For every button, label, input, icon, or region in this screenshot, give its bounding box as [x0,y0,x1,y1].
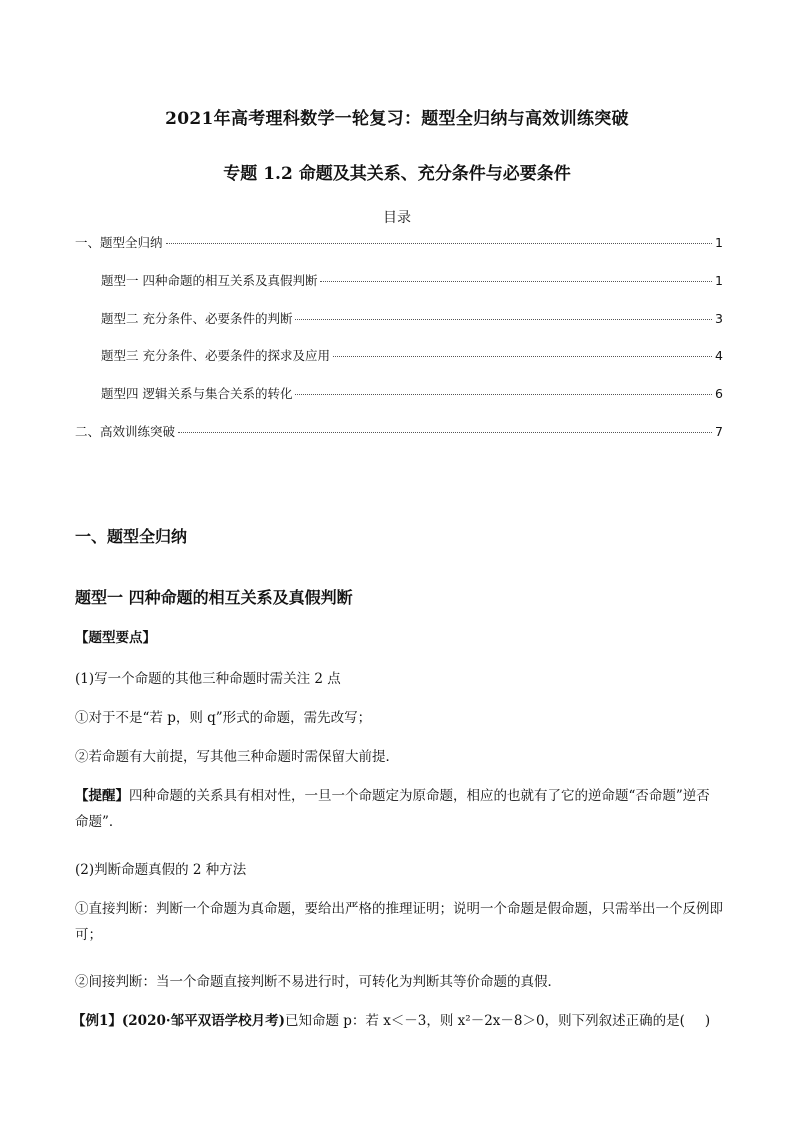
reminder-paragraph [75,783,723,835]
point-1-b: ②若命题有大前提，写其他三种命题时需保留大前提． [75,749,399,765]
example-1 [72,1008,732,1034]
toc-leader-dots [333,356,712,357]
toc-entry-label: 题型二 充分条件、必要条件的判断 [101,311,293,326]
toc-entry[interactable] [101,309,723,327]
example-text: 已知命题 p：若 x＜－3，则 x²－2x－8＞0，则下列叙述正确的是( [284,1013,685,1029]
key-points-label: 【题型要点】 [75,630,156,646]
toc-entry[interactable] [101,384,723,402]
point-1-a: ①对于不是“若 p，则 q”形式的命题，需先改写； [75,710,372,726]
toc-entry-page: 7 [715,424,723,439]
toc-leader-dots [166,243,713,244]
toc-entry-label: 题型三 充分条件、必要条件的探求及应用 [101,348,330,363]
toc-leader-dots [178,432,712,433]
reminder-label: 【提醒】 [75,788,129,804]
example-source: (2020·邹平双语学校月考) [121,1013,285,1029]
point-2-a: ①直接判断：判断一个命题为真命题，要给出严格的推理证明；说明一个命题是假命题，只需举出一个反例即可； [75,901,723,943]
toc-entry-page: 3 [715,311,723,326]
toc-entry-page: 4 [715,348,723,363]
toc-entry-page: 6 [715,386,723,401]
toc-entry-label: 题型四 逻辑关系与集合关系的转化 [101,386,293,401]
point-1: (1)写一个命题的其他三种命题时需关注 2 点 [75,671,341,687]
point-2: (2)判断命题真假的 2 种方法 [75,862,247,878]
example-close: ) [704,1013,711,1029]
toc-entry-page: 1 [715,235,723,250]
toc-heading: 目录 [383,210,411,226]
toc-entry-label: 题型一 四种命题的相互关系及真假判断 [101,273,318,288]
toc-entry-page: 1 [715,273,723,288]
document-title: 2021年高考理科数学一轮复习：题型全归纳与高效训练突破 [165,109,629,129]
toc-leader-dots [295,319,712,320]
type-heading: 题型一 四种命题的相互关系及真假判断 [75,588,353,607]
toc-entry[interactable] [75,233,723,251]
toc-leader-dots [320,281,712,282]
toc-entry[interactable] [75,422,723,440]
reminder-text: 四种命题的关系具有相对性，一旦一个命题定为原命题，相应的也就有了它的逆命题“否命题”逆否命题”． [75,788,710,830]
toc-entry-label: 一、题型全归纳 [75,235,163,250]
section-heading: 一、题型全归纳 [75,527,188,546]
toc-entry-label: 二、高效训练突破 [75,424,176,439]
point-2-b: ②间接判断：当一个命题直接判断不易进行时，可转化为判断其等价命题的真假． [75,974,561,990]
toc-entry[interactable] [101,271,723,289]
document-subtitle: 专题 1.2 命题及其关系、充分条件与必要条件 [223,164,571,184]
example-label: 【例1】 [72,1013,122,1029]
toc-leader-dots [295,394,712,395]
toc-entry[interactable] [101,346,723,364]
